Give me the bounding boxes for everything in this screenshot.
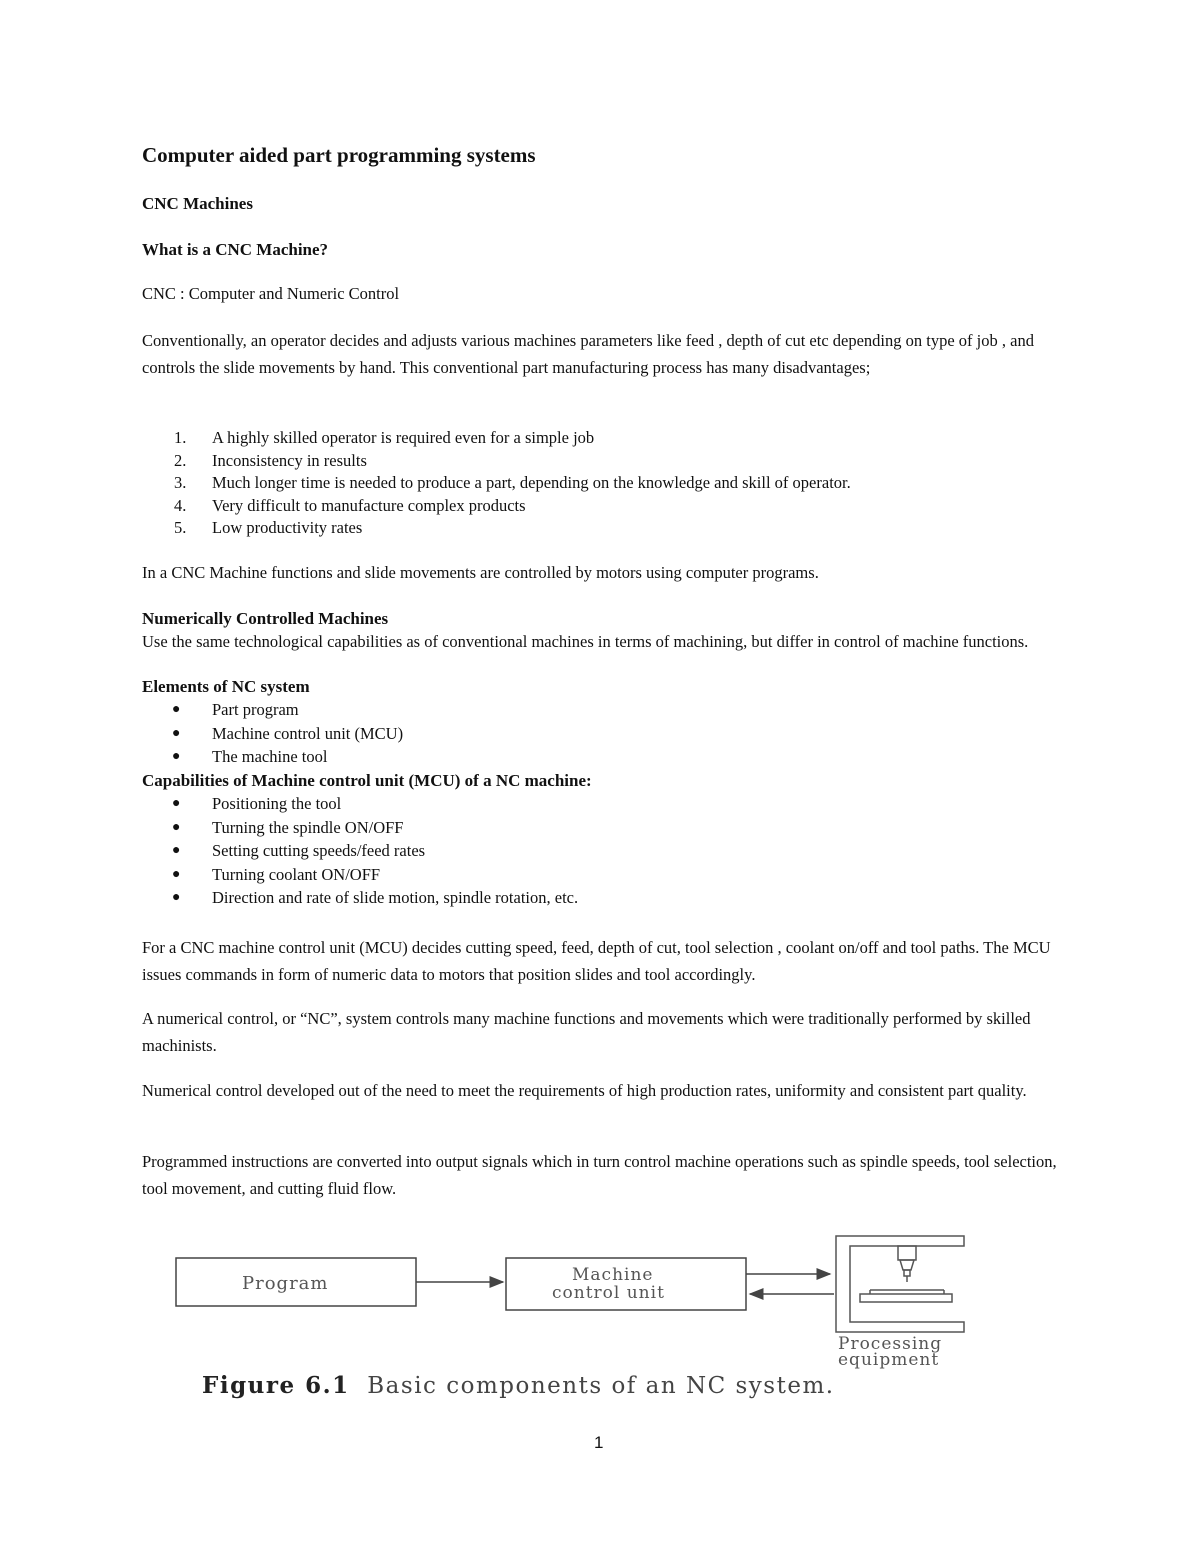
definition-text: CNC : Computer and Numeric Control [142,284,400,303]
document-title: Computer aided part programming systems [142,143,536,167]
list-item-text: Turning the spindle ON/OFF [212,817,404,837]
list-number: 1. [174,428,187,447]
list-item [142,816,578,840]
mcu-label-line1: Machine [572,1265,654,1285]
list-item-text: The machine tool [212,747,328,766]
program-label: Program [242,1273,329,1294]
mcu-label-line2: control unit [552,1283,665,1303]
bullet-icon: ● [172,725,181,741]
list-item-text: Setting cutting speeds/feed rates [212,841,426,860]
list-number: 4. [174,495,187,515]
mcu-paragraph: For a CNC machine control unit (MCU) decides cutting speed, feed, depth of cut, tool selection , coolant on/off and tool paths. The MCU issues commands in form of numeric data to motors that position slides and tool accordingly. [142,938,1051,984]
list-item-text: Inconsistency in results [212,450,367,470]
intro-paragraph: Conventionally, an operator decides and adjusts various machines parameters like feed , depth of cut etc depending on type of job , and controls the slide movements by hand. This conventional part manufacturing process has many disadvantages; [142,331,1034,377]
elements-list [142,698,403,769]
nc-history-paragraph: Numerical control developed out of the need to meet the requirements of high production rates, uniformity and consistent part quality. [142,1081,1027,1100]
bullet-icon: ● [172,749,181,764]
list-item [142,495,851,518]
list-number: 3. [174,473,187,493]
list-item-text: Very difficult to manufacture complex products [212,495,526,515]
page-number: 1 [594,1433,604,1452]
list-number: 5. [174,518,187,538]
list-item-text: Direction and rate of slide motion, spindle rotation, etc. [212,888,579,907]
list-item-text: Much longer time is needed to produce a part, depending on the knowledge and skill of operator. [212,473,851,493]
list-item [142,517,851,540]
instructions-paragraph: Programmed instructions are converted into output signals which in turn control machine operations such as spindle speeds, tool selection, tool movement, and cutting fluid flow. [142,1152,1057,1198]
bullet-icon: ● [172,796,181,811]
list-item [142,745,403,769]
list-item-text: Positioning the tool [212,794,342,813]
elements-heading: Elements of NC system [142,677,310,696]
list-item [142,839,578,863]
list-item-text: Machine control unit (MCU) [212,723,404,743]
list-item [142,886,578,910]
figure-number: Figure 6.1 [202,1372,350,1399]
question-heading: What is a CNC Machine? [142,240,329,259]
list-item [142,427,851,450]
nc-machines-text: Use the same technological capabilities as of conventional machines in terms of machining, but differ in control of machine functions. [142,632,1029,651]
list-item [142,722,403,746]
bullet-icon: ● [172,890,181,905]
equipment-label-line2: equipment [838,1350,940,1370]
bullet-icon: ● [172,819,181,835]
bullet-icon: ● [172,702,181,717]
list-item-text: Turning coolant ON/OFF [212,864,381,884]
figure-caption-text: Basic components of an NC system. [367,1373,835,1399]
nc-machines-heading: Numerically Controlled Machines [142,609,389,628]
list-item-text: A highly skilled operator is required even for a simple job [212,428,595,447]
section-heading: CNC Machines [142,194,253,213]
bullet-icon: ● [172,866,181,882]
list-number: 2. [174,450,187,470]
processing-equipment-icon [836,1236,964,1332]
disadvantages-list [142,427,851,540]
equipment-label-line1: Processing [838,1334,943,1354]
list-item [142,863,578,887]
cnc-statement: In a CNC Machine functions and slide movements are controlled by motors using computer programs. [142,563,819,582]
capabilities-list [142,792,578,910]
list-item [142,792,578,816]
list-item [142,698,403,722]
list-item [142,472,851,495]
list-item-text: Part program [212,700,299,719]
list-item [142,450,851,473]
bullet-icon: ● [172,843,181,858]
capabilities-heading: Capabilities of Machine control unit (MCU) of a NC machine: [142,771,592,790]
figure-caption [202,1372,835,1399]
list-item-text: Low productivity rates [212,518,363,538]
nc-definition-paragraph: A numerical control, or “NC”, system controls many machine functions and movements which were traditionally performed by skilled machinists. [142,1009,1031,1055]
